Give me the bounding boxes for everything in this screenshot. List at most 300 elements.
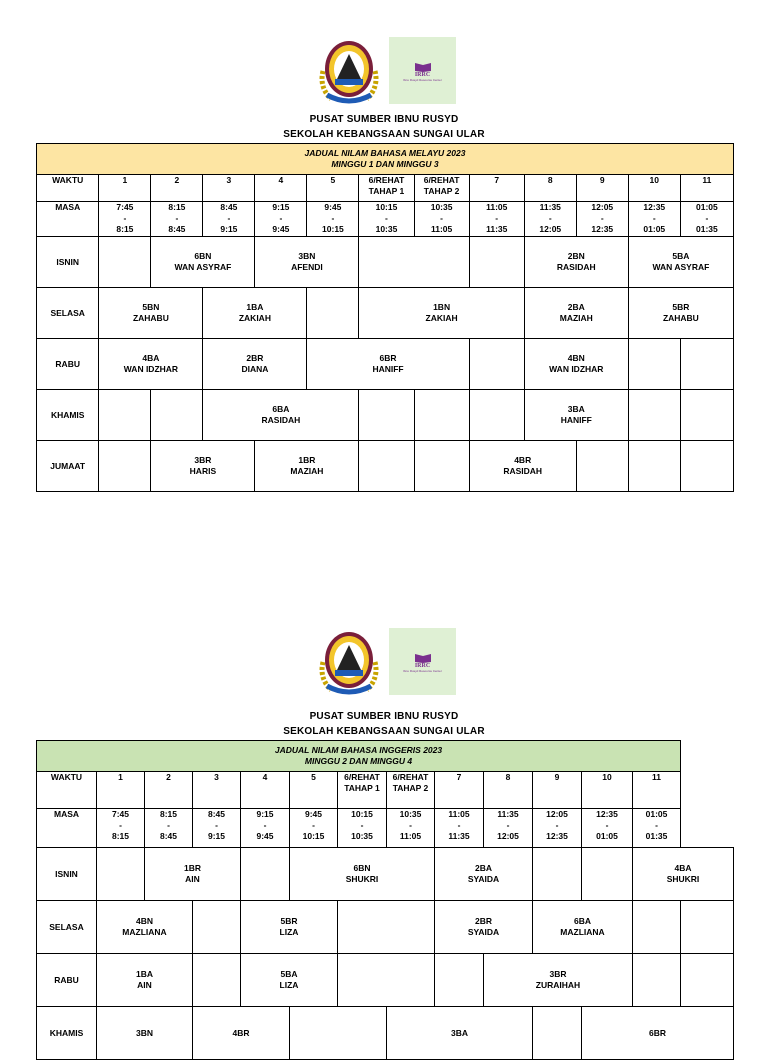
empty-slot	[681, 901, 734, 954]
class-code: 4BA	[142, 353, 160, 363]
day-label: SELASA	[37, 901, 97, 954]
empty-slot	[414, 441, 469, 492]
empty-slot	[241, 848, 290, 901]
class-code: 1BR	[183, 863, 201, 873]
center-name-2: PUSAT SUMBER IBNU RUSYD	[309, 711, 459, 722]
time-part: -	[495, 213, 499, 223]
time-part: -	[548, 213, 552, 223]
time-part: -	[331, 213, 335, 223]
class-slot	[359, 288, 524, 339]
class-slot	[255, 441, 359, 492]
period-slot: 10	[628, 175, 680, 202]
empty-slot	[97, 848, 145, 901]
day-row	[37, 1007, 734, 1060]
time-range	[582, 809, 633, 848]
day-label: JUMAAT	[37, 441, 99, 492]
school-crest-icon	[317, 628, 381, 698]
empty-slot	[338, 901, 435, 954]
timetable-bahasa-inggeris	[36, 740, 734, 1060]
caption-weeks: MINGGU 2 DAN MINGGU 4	[304, 756, 413, 766]
time-part: 7:45	[111, 809, 129, 819]
empty-slot	[633, 901, 681, 954]
period-slot: 1	[99, 175, 151, 202]
time-part: 10:15	[351, 809, 373, 819]
teacher-name: LIZA	[279, 927, 299, 937]
period-slot: 2	[145, 772, 193, 809]
teacher-name: DIANA	[241, 364, 269, 374]
teacher-name: ZAHABU	[662, 313, 699, 323]
empty-slot	[414, 390, 469, 441]
teacher-name: ZAKIAH	[238, 313, 271, 323]
teacher-name: RASIDAH	[556, 262, 596, 272]
time-range	[359, 202, 414, 237]
time-range	[435, 809, 484, 848]
class-slot	[151, 441, 255, 492]
teacher-name: ZURAIHAH	[535, 980, 581, 990]
empty-slot	[359, 390, 414, 441]
masa-row	[37, 202, 734, 237]
time-part: 8:45	[159, 831, 177, 841]
teacher-name: AFENDI	[291, 262, 323, 272]
period-slot: 4	[255, 175, 307, 202]
time-part: 8:45	[220, 202, 238, 212]
class-slot	[633, 848, 734, 901]
time-part: -	[652, 213, 656, 223]
day-label: KHAMIS	[37, 390, 99, 441]
class-code: 3BR	[194, 455, 212, 465]
masa-label: MASA	[37, 202, 99, 237]
time-part: 10:35	[399, 809, 422, 819]
class-slot	[151, 237, 255, 288]
empty-slot	[99, 441, 151, 492]
period-slot: 8	[524, 175, 576, 202]
class-slot	[435, 901, 533, 954]
time-part: 8:15	[111, 831, 129, 841]
day-label: RABU	[37, 954, 97, 1007]
time-range	[193, 809, 241, 848]
time-part: -	[263, 820, 267, 830]
class-code: 3BR	[549, 969, 567, 979]
empty-slot	[99, 390, 151, 441]
class-slot	[469, 441, 576, 492]
empty-slot	[99, 237, 151, 288]
day-row	[37, 848, 734, 901]
time-part: 01:35	[696, 224, 718, 234]
teacher-name: HANIFF	[560, 415, 592, 425]
time-range	[414, 202, 469, 237]
time-part: -	[312, 820, 315, 830]
time-part: 9:45	[324, 202, 342, 212]
period-slot: 6/REHAT TAHAP 1	[338, 772, 387, 809]
time-range	[576, 202, 628, 237]
empty-slot	[533, 848, 582, 901]
period-slot: 11	[633, 772, 681, 809]
time-part: 11:05	[399, 831, 422, 841]
class-code: 3BA	[567, 404, 585, 414]
time-part: 10:35	[375, 224, 398, 234]
caption-title: JADUAL NILAM BAHASA INGGERIS 2023	[274, 745, 443, 755]
time-part: 12:35	[591, 224, 614, 234]
class-slot	[203, 390, 359, 441]
waktu-row	[37, 772, 734, 809]
period-slot: 10	[582, 772, 633, 809]
time-range	[484, 809, 533, 848]
period-slot: 3	[203, 175, 255, 202]
class-code: 1BR	[298, 455, 316, 465]
day-label: RABU	[37, 339, 99, 390]
empty-slot	[307, 288, 359, 339]
class-slot	[99, 288, 203, 339]
class-code: 3BA	[450, 1027, 468, 1038]
class-code: 4BN	[135, 916, 153, 926]
class-code: 5BA	[672, 251, 690, 261]
empty-slot	[628, 339, 680, 390]
teacher-name: WAN ASYRAF	[652, 262, 710, 272]
class-code: 5BN	[142, 302, 160, 312]
class-code: 6BR	[379, 353, 397, 363]
time-part: 10:15	[302, 831, 325, 841]
time-range	[290, 809, 338, 848]
class-code: 2BR	[474, 916, 492, 926]
timetable-bahasa-melayu	[36, 143, 734, 492]
day-row	[37, 390, 734, 441]
class-slot	[290, 848, 435, 901]
teacher-name: RASIDAH	[261, 415, 301, 425]
time-part: 01:05	[645, 809, 668, 819]
class-code: 3BN	[135, 1027, 153, 1038]
day-label: ISNIN	[37, 848, 97, 901]
class-code: 4BR	[514, 455, 532, 465]
logos-1	[317, 37, 456, 107]
time-part: 8:15	[168, 202, 186, 212]
period-slot: 8	[484, 772, 533, 809]
class-slot	[435, 848, 533, 901]
class-code: 6BA	[573, 916, 591, 926]
time-range	[97, 809, 145, 848]
empty-slot	[193, 901, 241, 954]
day-row	[37, 237, 734, 288]
time-part: 12:35	[643, 202, 666, 212]
school-name-2: SEKOLAH KEBANGSAAN SUNGAI ULAR	[283, 726, 485, 737]
class-slot	[145, 848, 241, 901]
time-part: 11:35	[486, 224, 508, 234]
masa-row	[37, 809, 734, 848]
empty-slot	[633, 954, 681, 1007]
empty-slot	[628, 441, 680, 492]
class-code: 1BA	[246, 302, 264, 312]
period-slot: 6/REHAT TAHAP 1	[359, 175, 414, 202]
time-part: 12:05	[546, 809, 568, 819]
irrc-badge-text: IRRC	[414, 662, 431, 669]
irrc-logo	[389, 37, 456, 104]
time-part: 11:35	[539, 202, 561, 212]
time-part: -	[167, 820, 170, 830]
masa-label: MASA	[37, 809, 97, 848]
class-slot	[203, 288, 307, 339]
time-range	[145, 809, 193, 848]
class-slot	[582, 1007, 734, 1060]
day-row	[37, 339, 734, 390]
logos-2	[317, 628, 456, 698]
period-slot: 1	[97, 772, 145, 809]
empty-slot	[290, 1007, 387, 1060]
class-slot	[99, 339, 203, 390]
class-code: 6BN	[353, 863, 371, 873]
class-slot	[628, 288, 733, 339]
irrc-logo	[389, 628, 456, 695]
time-part: -	[555, 820, 559, 830]
time-part: -	[119, 820, 122, 830]
time-part: 8:45	[168, 224, 186, 234]
time-part: 10:35	[351, 831, 373, 841]
empty-slot	[680, 390, 733, 441]
empty-slot	[533, 1007, 582, 1060]
class-slot	[203, 339, 307, 390]
empty-slot	[338, 954, 435, 1007]
class-code: 5BR	[672, 302, 690, 312]
class-code: 6BA	[272, 404, 290, 414]
time-part: 9:45	[256, 831, 274, 841]
time-range	[524, 202, 576, 237]
class-code: 2BA	[474, 863, 492, 873]
class-code: 2BN	[567, 251, 585, 261]
empty-slot	[435, 954, 484, 1007]
teacher-name: SYAIDA	[467, 927, 500, 937]
empty-slot	[359, 441, 414, 492]
time-range	[628, 202, 680, 237]
day-row	[37, 288, 734, 339]
time-part: -	[385, 213, 388, 223]
class-code: 6BR	[648, 1027, 666, 1038]
time-part: 9:45	[304, 809, 322, 819]
period-slot: 11	[680, 175, 733, 202]
teacher-name: SYAIDA	[467, 874, 500, 884]
class-slot	[524, 237, 628, 288]
caption-title: JADUAL NILAM BAHASA MELAYU 2023	[304, 148, 466, 158]
day-label: SELASA	[37, 288, 99, 339]
period-slot: 9	[533, 772, 582, 809]
caption-weeks: MINGGU 1 DAN MINGGU 3	[331, 159, 439, 169]
time-part: 12:05	[539, 224, 562, 234]
time-part: 9:45	[272, 224, 290, 234]
empty-slot	[582, 848, 633, 901]
irrc-badge-sub: Ibnu Rusyd Resource Center	[403, 668, 442, 673]
day-row	[37, 441, 734, 492]
time-part: 01:05	[596, 831, 618, 841]
time-part: -	[705, 213, 709, 223]
class-code: 1BA	[135, 969, 153, 979]
time-part: 01:35	[645, 831, 668, 841]
time-range	[387, 809, 435, 848]
time-part: 11:35	[497, 809, 519, 819]
time-part: 01:05	[643, 224, 666, 234]
teacher-name: WAN IDZHAR	[123, 364, 179, 374]
time-range	[533, 809, 582, 848]
time-part: 12:35	[596, 809, 618, 819]
empty-slot	[469, 390, 524, 441]
teacher-name: RASIDAH	[503, 466, 543, 476]
time-part: 9:15	[220, 224, 238, 234]
time-part: -	[605, 820, 609, 830]
time-part: -	[175, 213, 179, 223]
table-caption	[37, 741, 681, 772]
class-code: 2BA	[567, 302, 585, 312]
period-slot: 6/REHAT TAHAP 2	[387, 772, 435, 809]
class-code: 5BR	[280, 916, 298, 926]
teacher-name: MAZIAH	[559, 313, 593, 323]
teacher-name: AIN	[185, 874, 200, 884]
book-icon	[413, 60, 433, 72]
empty-slot	[359, 237, 469, 288]
class-code: 2BR	[246, 353, 264, 363]
time-range	[99, 202, 151, 237]
empty-slot	[469, 339, 524, 390]
teacher-name: MAZLIANA	[122, 927, 167, 937]
empty-slot	[680, 441, 733, 492]
time-part: -	[227, 213, 231, 223]
class-code: 4BA	[674, 863, 692, 873]
empty-slot	[628, 390, 680, 441]
class-slot	[484, 954, 633, 1007]
time-part: -	[360, 820, 364, 830]
class-code: 4BN	[567, 353, 585, 363]
time-range	[633, 809, 681, 848]
irrc-badge-text: IRRC	[414, 71, 431, 78]
teacher-name: SHUKRI	[345, 874, 379, 884]
time-part: 9:15	[256, 809, 274, 819]
period-slot: 3	[193, 772, 241, 809]
time-part: -	[655, 820, 658, 830]
class-slot	[241, 954, 338, 1007]
time-part: 8:15	[159, 809, 177, 819]
time-range	[255, 202, 307, 237]
period-slot: 7	[435, 772, 484, 809]
time-part: 7:45	[116, 202, 134, 212]
period-slot: 6/REHAT TAHAP 2	[414, 175, 469, 202]
school-crest-icon	[317, 37, 381, 107]
time-part: 11:05	[430, 224, 453, 234]
time-part: -	[440, 213, 444, 223]
class-slot	[255, 237, 359, 288]
time-part: 12:05	[497, 831, 519, 841]
teacher-name: SHUKRI	[666, 874, 700, 884]
empty-slot	[469, 237, 524, 288]
empty-slot	[681, 954, 734, 1007]
empty-slot	[151, 390, 203, 441]
time-part: 11:35	[448, 831, 470, 841]
time-part: -	[600, 213, 604, 223]
time-part: -	[215, 820, 218, 830]
teacher-name: HARIS	[189, 466, 217, 476]
class-slot	[533, 901, 633, 954]
time-part: 01:05	[696, 202, 718, 212]
center-name-1: PUSAT SUMBER IBNU RUSYD	[309, 114, 459, 125]
period-slot: 4	[241, 772, 290, 809]
time-part: -	[409, 820, 412, 830]
time-range	[338, 809, 387, 848]
teacher-name: LIZA	[279, 980, 299, 990]
teacher-name: MAZLIANA	[560, 927, 605, 937]
waktu-label: WAKTU	[37, 175, 99, 202]
time-range	[241, 809, 290, 848]
class-slot	[241, 901, 338, 954]
class-slot	[307, 339, 469, 390]
class-slot	[524, 390, 628, 441]
teacher-name: MAZIAH	[290, 466, 324, 476]
class-code: 1BN	[433, 302, 451, 312]
period-slot: 7	[469, 175, 524, 202]
teacher-name: WAN ASYRAF	[174, 262, 232, 272]
time-range	[151, 202, 203, 237]
time-part: 9:15	[207, 831, 225, 841]
book-icon	[413, 651, 433, 663]
time-part: -	[457, 820, 461, 830]
time-range	[203, 202, 255, 237]
teacher-name: HANIFF	[372, 364, 404, 374]
time-part: -	[123, 213, 127, 223]
class-code: 6BN	[194, 251, 212, 261]
class-slot	[97, 954, 193, 1007]
time-part: 12:05	[591, 202, 614, 212]
class-slot	[524, 339, 628, 390]
teacher-name: ZAHABU	[132, 313, 169, 323]
time-part: 11:05	[486, 202, 508, 212]
class-slot	[97, 901, 193, 954]
waktu-label: WAKTU	[37, 772, 97, 809]
irrc-badge-sub: Ibnu Rusyd Resource Center	[403, 77, 442, 82]
class-code: 5BA	[280, 969, 298, 979]
time-range	[307, 202, 359, 237]
time-part: -	[279, 213, 283, 223]
day-label: ISNIN	[37, 237, 99, 288]
time-part: 10:15	[375, 202, 398, 212]
time-part: 10:35	[430, 202, 453, 212]
school-name-1: SEKOLAH KEBANGSAAN SUNGAI ULAR	[283, 129, 485, 140]
class-slot	[193, 1007, 290, 1060]
period-slot: 5	[290, 772, 338, 809]
time-range	[680, 202, 733, 237]
class-code: 3BN	[298, 251, 316, 261]
day-label: KHAMIS	[37, 1007, 97, 1060]
empty-slot	[576, 441, 628, 492]
period-slot: 5	[307, 175, 359, 202]
time-part: 8:15	[116, 224, 134, 234]
empty-slot	[680, 339, 733, 390]
time-part: 11:05	[448, 809, 470, 819]
time-part: 10:15	[322, 224, 344, 234]
time-part: -	[506, 820, 510, 830]
class-slot	[524, 288, 628, 339]
period-slot: 9	[576, 175, 628, 202]
table-caption	[37, 144, 734, 175]
empty-slot	[193, 954, 241, 1007]
class-slot	[97, 1007, 193, 1060]
teacher-name: WAN IDZHAR	[549, 364, 604, 374]
day-row	[37, 954, 734, 1007]
time-part: 9:15	[272, 202, 290, 212]
class-code: 4BR	[232, 1027, 250, 1038]
class-slot	[387, 1007, 533, 1060]
waktu-row	[37, 175, 734, 202]
class-slot	[628, 237, 733, 288]
period-slot: 2	[151, 175, 203, 202]
teacher-name: ZAKIAH	[425, 313, 458, 323]
time-range	[469, 202, 524, 237]
teacher-name: AIN	[137, 980, 152, 990]
time-part: 8:45	[207, 809, 225, 819]
day-row	[37, 901, 734, 954]
time-part: 12:35	[546, 831, 568, 841]
